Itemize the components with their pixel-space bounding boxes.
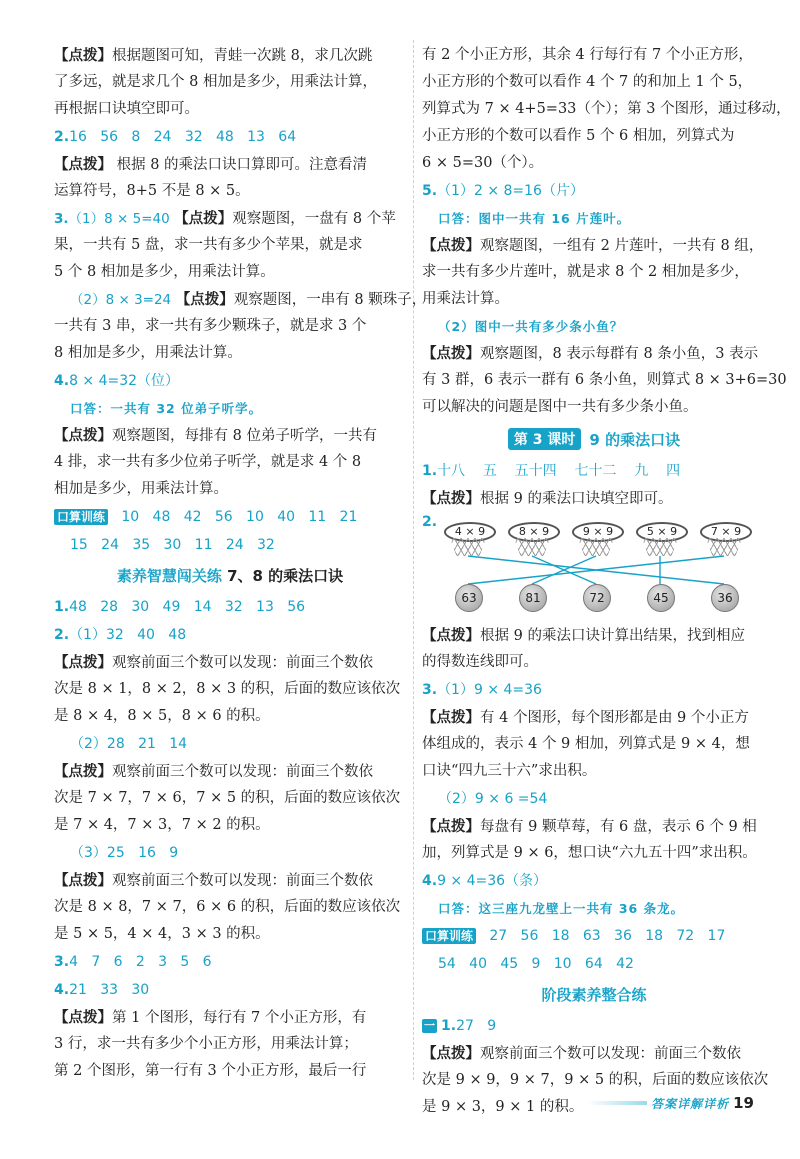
text-line: 小正方形的个数可以看作 4 个 7 的和加上 1 个 5， [422, 74, 753, 90]
text-line: 6 × 5=30（个）。 [422, 155, 544, 171]
text-line: 有 2 个小正方形，其余 4 行每行有 7 个小正方形， [422, 47, 753, 63]
hint-label: 【点拨】 [54, 654, 112, 671]
section-title [54, 559, 406, 593]
answer-values: （1）32 40 48 [69, 627, 187, 643]
hint-line [422, 704, 766, 731]
answer-values: 54 40 45 9 10 64 42 [438, 956, 634, 972]
text-line: 3 行，求一共有多少个小正方形，用乘法计算； [54, 1036, 358, 1052]
text-line: 一共有 3 串，求一共有多少颗珠子，就是求 3 个 [54, 318, 367, 334]
oral-answer-line [422, 895, 766, 922]
question-number: 1. [54, 599, 70, 615]
answer-values: （3）25 16 9 [70, 845, 179, 861]
question-number: 3. [54, 954, 70, 970]
hint-label: 【点拨】 [54, 47, 112, 64]
oral-answer: 口答：一共有 32 位弟子听学。 [70, 401, 263, 416]
text-line: 用乘法计算。 [422, 291, 509, 307]
hint-text: 观察题图，每排有 8 位弟子听学，一共有 [112, 428, 377, 444]
answer-values: 8 × 4=32（位） [69, 373, 180, 389]
question-number: 5. [422, 183, 438, 199]
question-number: 4. [422, 873, 438, 889]
answer-line [54, 948, 406, 976]
right-column [422, 42, 791, 1121]
text-line: 是 8 × 4，8 × 5，8 × 6 的积。 [54, 708, 270, 724]
hint-line [54, 758, 406, 785]
text-line: 次是 8 × 8，7 × 7，6 × 6 的积，后面的数应该依次 [54, 899, 401, 915]
answer-line [54, 367, 406, 395]
hint-line [422, 1040, 766, 1067]
left-column [54, 42, 427, 1085]
basketball-hoop [636, 516, 686, 560]
basket-matching-figure [422, 512, 766, 622]
section-title-sub: 7、8 的乘法口诀 [227, 567, 344, 585]
answer-values: （1）2 × 8=16（片） [437, 183, 584, 199]
question-number: 2. [54, 627, 70, 643]
text-line: 再根据口诀填空即可。 [54, 101, 199, 117]
oral-answer: 口答：图中一共有 16 片莲叶。 [438, 211, 631, 226]
hint-text: 观察前面三个数可以发现：前面三个数依 [480, 1046, 741, 1062]
text-line: 次是 9 × 9，9 × 7，9 × 5 的积，后面的数应该依次 [422, 1072, 769, 1088]
text-line: 求一共有多少片莲叶，就是求 8 个 2 相加是多少， [422, 264, 749, 280]
answer-values: 48 28 30 49 14 32 13 56 [69, 599, 306, 615]
hint-line [422, 485, 766, 512]
text-line: 有 3 群，6 表示一群有 6 条小鱼，则算式 8 × 3+6=30 [422, 372, 787, 388]
basketball-hoop [700, 516, 750, 560]
hint-line [54, 1004, 406, 1031]
hoop-expression: 4 × 9 [444, 522, 496, 542]
hint-label: 【点拨】 [422, 1045, 480, 1062]
hoop-expression: 8 × 9 [508, 522, 560, 542]
oral-answer-line [422, 205, 766, 232]
hint-text: 观察前面三个数可以发现：前面三个数依 [112, 655, 373, 671]
text-line: 口诀“四九三十六”求出积。 [422, 763, 597, 779]
hint-label: 【点拨】 [54, 763, 112, 780]
answer-values: 10 48 42 56 10 40 11 21 [121, 509, 358, 525]
answer-line [422, 177, 766, 205]
answer-values: 十八 五 五十四 七十二 九 四 [437, 463, 681, 479]
answer-line [54, 976, 406, 1004]
question-number: 4. [54, 373, 70, 389]
answer-line [422, 676, 766, 704]
basketball-hoop [508, 516, 558, 560]
text-line: 次是 7 × 7，7 × 6，7 × 5 的积，后面的数应该依次 [54, 790, 401, 806]
footer-label: 答案详解详析 [651, 1096, 730, 1111]
lesson-title-text: 9 的乘法口诀 [589, 430, 681, 449]
mental-math-tag: 口算训练 [422, 928, 476, 944]
column-divider [413, 40, 414, 1080]
hint-label: 【点拨】 [422, 818, 480, 835]
hoop-expression: 7 × 9 [700, 522, 752, 542]
hint-text: 观察前面三个数可以发现：前面三个数依 [112, 764, 373, 780]
question-number: 3. [54, 211, 69, 227]
answer-values: 27 9 [456, 1018, 497, 1034]
hint-text: 观察题图，一串有 8 颗珠子， [233, 292, 427, 308]
footer-bar [587, 1101, 647, 1105]
hint-label: 【点拨】 [422, 237, 480, 254]
answer-line [422, 950, 766, 978]
answer-values: （2）28 21 14 [70, 736, 188, 752]
answer-line [422, 457, 766, 485]
basketball-result: 81 [519, 584, 547, 612]
basketball-hoop [444, 516, 494, 560]
hint-line [54, 42, 406, 69]
section-title-main: 素养智慧闯关练 [116, 567, 222, 585]
section-title [422, 978, 766, 1012]
question-number: 4. [54, 982, 70, 998]
hint-label: 【点拨】 [54, 872, 112, 889]
text-line: 是 7 × 4，7 × 3，7 × 2 的积。 [54, 817, 270, 833]
hint-line [422, 340, 766, 367]
hoop-net [642, 538, 678, 556]
hint-text: 根据题图可知，青蛙一次跳 8，求几次跳 [112, 48, 373, 64]
hoop-net [450, 538, 486, 556]
mental-math-tag: 口算训练 [54, 509, 108, 525]
question-number: 2. [54, 129, 70, 145]
answer-line [422, 785, 766, 813]
hint-label: 【点拨】 [54, 1009, 112, 1026]
text-line: 加，列算式是 9 × 6，想口诀“六九五十四”求出积。 [422, 845, 757, 861]
hint-text: 观察题图，8 表示每群有 8 条小鱼，3 表示 [480, 346, 759, 362]
answer-line [422, 867, 766, 895]
answer-values: 4 7 6 2 3 5 6 [69, 954, 212, 970]
text-line: 可以解决的问题是图中一共有多少条小鱼。 [422, 399, 698, 415]
basketball-result: 63 [455, 584, 483, 612]
lesson-title [422, 421, 766, 457]
answer-values: （1）8 × 5=40 [68, 211, 170, 227]
page-number: 19 [733, 1094, 754, 1112]
hint-line [54, 867, 406, 894]
answer-line [54, 621, 406, 649]
basketball-result: 36 [711, 584, 739, 612]
hint-text: 第 1 个图形，每行有 7 个小正方形，有 [112, 1010, 367, 1026]
answer-hint-line [54, 286, 427, 313]
hint-line [422, 813, 766, 840]
hoop-expression: 9 × 9 [572, 522, 624, 542]
text-line: 4 排，求一共有多少位弟子听学，就是求 4 个 8 [54, 454, 362, 470]
text-line: 果，一共有 5 盘，求一共有多少个苹果，就是求 [54, 237, 363, 253]
hoop-net [514, 538, 550, 556]
answer-values: 9 × 4=36（条） [437, 873, 548, 889]
text-line: 次是 8 × 1，8 × 2，8 × 3 的积，后面的数应该依次 [54, 681, 401, 697]
text-line: 是 9 × 3，9 × 1 的积。 [422, 1099, 584, 1115]
text-line: 小正方形的个数可以看作 5 个 6 相加，列算式为 [422, 128, 735, 144]
part-marker: 一 [424, 1019, 435, 1032]
hint-label: 【点拨】 [54, 427, 112, 444]
answer-line [422, 1012, 766, 1040]
text-line: 运算符号，8+5 不是 8 × 5。 [54, 183, 250, 199]
hint-line [422, 232, 766, 259]
text-line: 5 个 8 相加是多少，用乘法计算。 [54, 264, 275, 280]
hint-line [54, 422, 406, 449]
text-line: 的得数连线即可。 [422, 654, 538, 670]
text-line: 是 5 × 5，4 × 4，3 × 3 的积。 [54, 926, 270, 942]
answer-line [54, 531, 406, 559]
hint-text: 观察题图，一组有 2 片莲叶，一共有 8 组， [480, 238, 764, 254]
answer-values: 21 33 30 [69, 982, 150, 998]
mental-math-line [54, 503, 406, 531]
answer-line [54, 593, 406, 621]
basketball-result: 45 [647, 584, 675, 612]
hint-label: 【点拨】 [54, 156, 112, 173]
hint-text: 有 4 个图形，每个图形都是由 9 个小正方 [480, 710, 749, 726]
mental-math-line [422, 922, 766, 950]
question-line [422, 313, 766, 340]
hint-text: 根据 9 的乘法口诀计算出结果，找到相应 [480, 628, 745, 644]
hint-text: 根据 9 的乘法口诀填空即可。 [480, 491, 673, 507]
answer-line [54, 839, 406, 867]
answer-values: （1）9 × 4=36 [437, 682, 542, 698]
answer-values: 15 24 35 30 11 24 32 [70, 537, 275, 553]
basketball-result: 72 [583, 584, 611, 612]
answer-hint-line [54, 205, 406, 232]
hint-label: 【点拨】 [175, 291, 234, 308]
hint-line [54, 151, 406, 178]
right-top-section [422, 42, 791, 512]
answer-line [54, 123, 406, 151]
hint-text: 观察前面三个数可以发现：前面三个数依 [112, 873, 373, 889]
question-number: 2. [422, 514, 438, 530]
section-title-main: 阶段素养整合练 [541, 986, 647, 1004]
question-text: （2）图中一共有多少条小鱼？ [438, 319, 624, 334]
hint-text: 每盘有 9 颗草莓，有 6 盘，表示 6 个 9 相 [480, 819, 757, 835]
hint-line [422, 622, 766, 649]
oral-answer-line [54, 395, 406, 422]
hint-text: 观察题图，一盘有 8 个苹 [232, 211, 396, 227]
text-line: 相加是多少，用乘法计算。 [54, 481, 228, 497]
right-bottom-section [422, 622, 769, 1121]
answer-values: （2）9 × 6 =54 [438, 791, 548, 807]
text-line: 列算式为 7 × 4+5=33（个）；第 3 个图形，通过移动， [422, 101, 791, 117]
text-line: 8 相加是多少，用乘法计算。 [54, 345, 242, 361]
hint-text: 根据 8 的乘法口诀口算即可。注意看清 [112, 157, 368, 173]
page-footer [587, 1094, 754, 1112]
basketball-hoop [572, 516, 622, 560]
hoop-net [706, 538, 742, 556]
question-number: 1. [441, 1018, 457, 1034]
question-number: 3. [422, 682, 438, 698]
answer-values: （2）8 × 3=24 [70, 292, 172, 308]
answer-values: 16 56 8 24 32 48 13 64 [69, 129, 297, 145]
oral-answer: 口答：这三座九龙壁上一共有 36 条龙。 [438, 901, 685, 916]
hint-label: 【点拨】 [422, 709, 480, 726]
question-number: 1. [422, 463, 438, 479]
lesson-badge: 第 3 课时 [508, 428, 582, 450]
text-line: 体组成的，表示 4 个 9 相加，列算式是 9 × 4，想 [422, 736, 750, 752]
hint-label: 【点拨】 [174, 210, 233, 227]
hoop-expression: 5 × 9 [636, 522, 688, 542]
hint-label: 【点拨】 [422, 490, 480, 507]
answer-line [54, 730, 406, 758]
text-line: 了多远，就是求几个 8 相加是多少，用乘法计算， [54, 74, 377, 90]
text-line: 第 2 个图形，第一行有 3 个小正方形，最后一行 [54, 1063, 367, 1079]
hint-line [54, 649, 406, 676]
hint-label: 【点拨】 [422, 345, 480, 362]
hoop-net [578, 538, 614, 556]
hint-label: 【点拨】 [422, 627, 480, 644]
answer-values: 27 56 18 63 36 18 72 17 [489, 928, 726, 944]
